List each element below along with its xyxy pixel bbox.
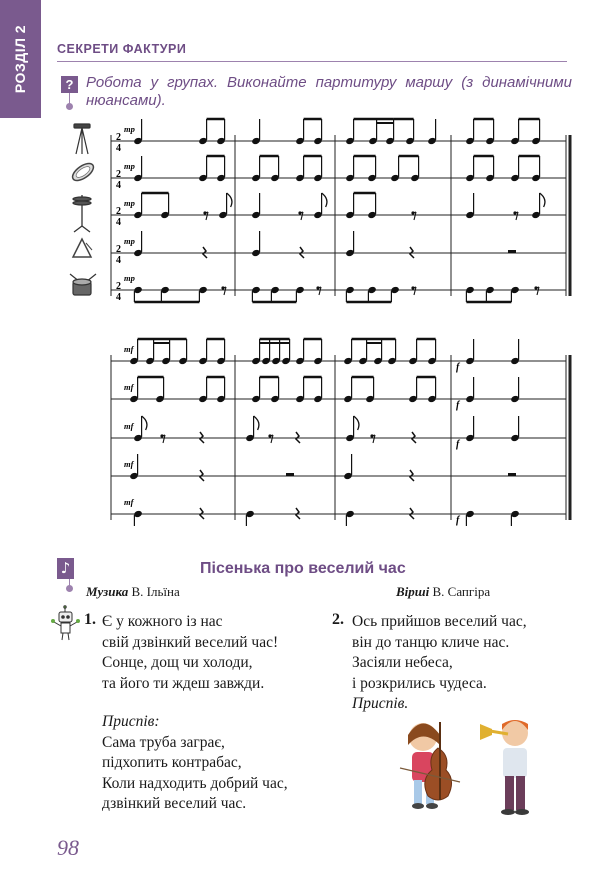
boy-with-trumpet-icon: [480, 720, 529, 815]
verse-1-number: 1.: [84, 611, 96, 628]
section-title: СЕКРЕТИ ФАКТУРИ: [57, 42, 187, 56]
dynamic-marking: mf: [124, 459, 134, 469]
music-credit-author: В. Ільїна: [131, 584, 180, 599]
time-signature-bottom: 4: [116, 180, 121, 191]
lyric-line: підхопить контрабас,: [102, 754, 242, 771]
time-signature-bottom: 4: [116, 143, 121, 154]
dynamic-marking: f: [456, 515, 460, 526]
lyric-line: він до танцю кличе нас.: [352, 633, 510, 651]
time-signature-bottom: 4: [116, 217, 121, 228]
task-text: Робота у групах. Виконайте партитуру маршу (з динамічними нюансами).: [86, 74, 572, 109]
chorus-label: Приспів:: [102, 713, 160, 730]
time-signature-bottom: 4: [116, 255, 121, 266]
time-signature-top: 2: [116, 132, 121, 143]
lyric-line: свій дзвінкий веселий час!: [102, 633, 279, 651]
question-icon: ?: [61, 76, 78, 93]
lyric-line: і розкрились чудеса.: [352, 674, 487, 692]
dynamic-marking: mp: [124, 198, 135, 208]
verse-2-number: 2.: [332, 611, 344, 628]
music-credit-label: Музика: [86, 584, 129, 599]
dynamic-marking: mp: [124, 273, 135, 283]
lyric-line: Сама труба заграє,: [102, 733, 225, 751]
chapter-tab-label: РОЗДІЛ 2: [12, 24, 29, 94]
dynamic-marking: mp: [124, 161, 135, 171]
chorus-reference: Приспів.: [352, 695, 409, 712]
lyric-line: Сонце, дощ чи холоди,: [102, 654, 253, 671]
dynamic-marking: mf: [124, 421, 134, 431]
lyric-line: Коли надходить добрий час,: [102, 774, 288, 792]
lyrics-credit-author: В. Сапгіра: [432, 584, 491, 599]
time-signature-top: 2: [116, 169, 121, 180]
page-number: 98: [57, 835, 79, 860]
lyrics-credit-label: Вірші: [396, 584, 430, 599]
time-signature-top: 2: [116, 281, 121, 292]
time-signature-top: 2: [116, 206, 121, 217]
lyric-line: Ось прийшов веселий час,: [352, 613, 527, 630]
dynamic-marking: mp: [124, 124, 135, 134]
dynamic-marking: f: [456, 400, 460, 411]
lyric-line: Засіяли небеса,: [352, 654, 453, 671]
time-signature-top: 2: [116, 244, 121, 255]
dynamic-marking: mf: [124, 344, 134, 354]
dynamic-marking: mf: [124, 382, 134, 392]
dynamic-marking: mp: [124, 236, 135, 246]
lyric-line: та його ти ждеш завжди.: [102, 674, 265, 692]
dynamic-marking: mf: [124, 497, 134, 507]
lyric-line: дзвінкий веселий час.: [102, 795, 247, 812]
girl-with-cello-icon: [400, 722, 460, 809]
music-note-icon: ♪: [57, 558, 74, 579]
dynamic-marking: f: [456, 439, 460, 450]
song-title: Пісенька про веселий час: [200, 560, 406, 577]
dynamic-marking: f: [456, 362, 460, 373]
lyric-line: Є у кожного із нас: [102, 613, 223, 630]
time-signature-bottom: 4: [116, 292, 121, 303]
